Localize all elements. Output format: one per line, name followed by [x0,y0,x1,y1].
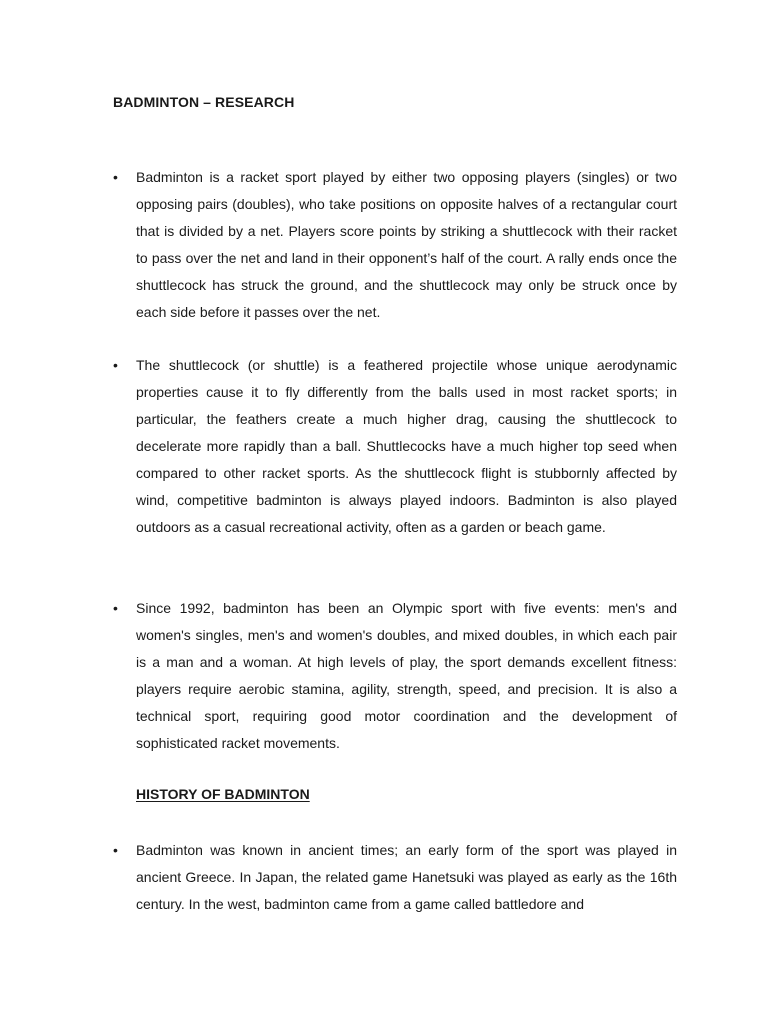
bullet-icon: • [113,169,118,185]
bullet-item-history [113,837,677,918]
bullet-text: Since 1992, badminton has been an Olympic sport with five events: men's and women's singles, men's and women's doubles, and mixed doubles, in which each pair is a man and a woman. At high levels of play, the sport demands excellent fitness: players require aerobic stamina, agility, strength, speed, and precision. It is also a technical sport, requiring good motor coordination and the development of sophisticated racket movements. [136,600,677,751]
bullet-text: The shuttlecock (or shuttle) is a feathered projectile whose unique aerodynamic properties cause it to fly differently from the balls used in most racket sports; in particular, the feathers create a much higher drag, causing the shuttlecock to decelerate more rapidly than a ball. Shuttlecocks have a much higher top seed when compared to other racket sports. As the shuttlecock flight is stubbornly affected by wind, competitive badminton is always played indoors. Badminton is also played outdoors as a casual recreational activity, often as a garden or beach game. [136,357,677,535]
history-heading: HISTORY OF BADMINTON [136,786,310,802]
bullet-item-shuttlecock [113,352,677,541]
bullet-icon: • [113,842,118,858]
bullet-icon: • [113,357,118,373]
bullet-item-definition [113,164,677,326]
bullet-item-olympic [113,595,677,757]
bullet-text: Badminton was known in ancient times; an early form of the sport was played in ancient Greece. In Japan, the related game Hanetsuki was played as early as the 16th century. In the west, badminton came from a game called battledore and [136,842,677,912]
document-title: BADMINTON – RESEARCH [113,94,295,110]
bullet-text: Badminton is a racket sport played by either two opposing players (singles) or two opposing pairs (doubles), who take positions on opposite halves of a rectangular court that is divided by a net. Players score points by striking a shuttlecock with their racket to pass over the net and land in their opponent’s half of the court. A rally ends once the shuttlecock has struck the ground, and the shuttlecock may only be struck once by each side before it passes over the net. [136,169,677,320]
bullet-icon: • [113,600,118,616]
